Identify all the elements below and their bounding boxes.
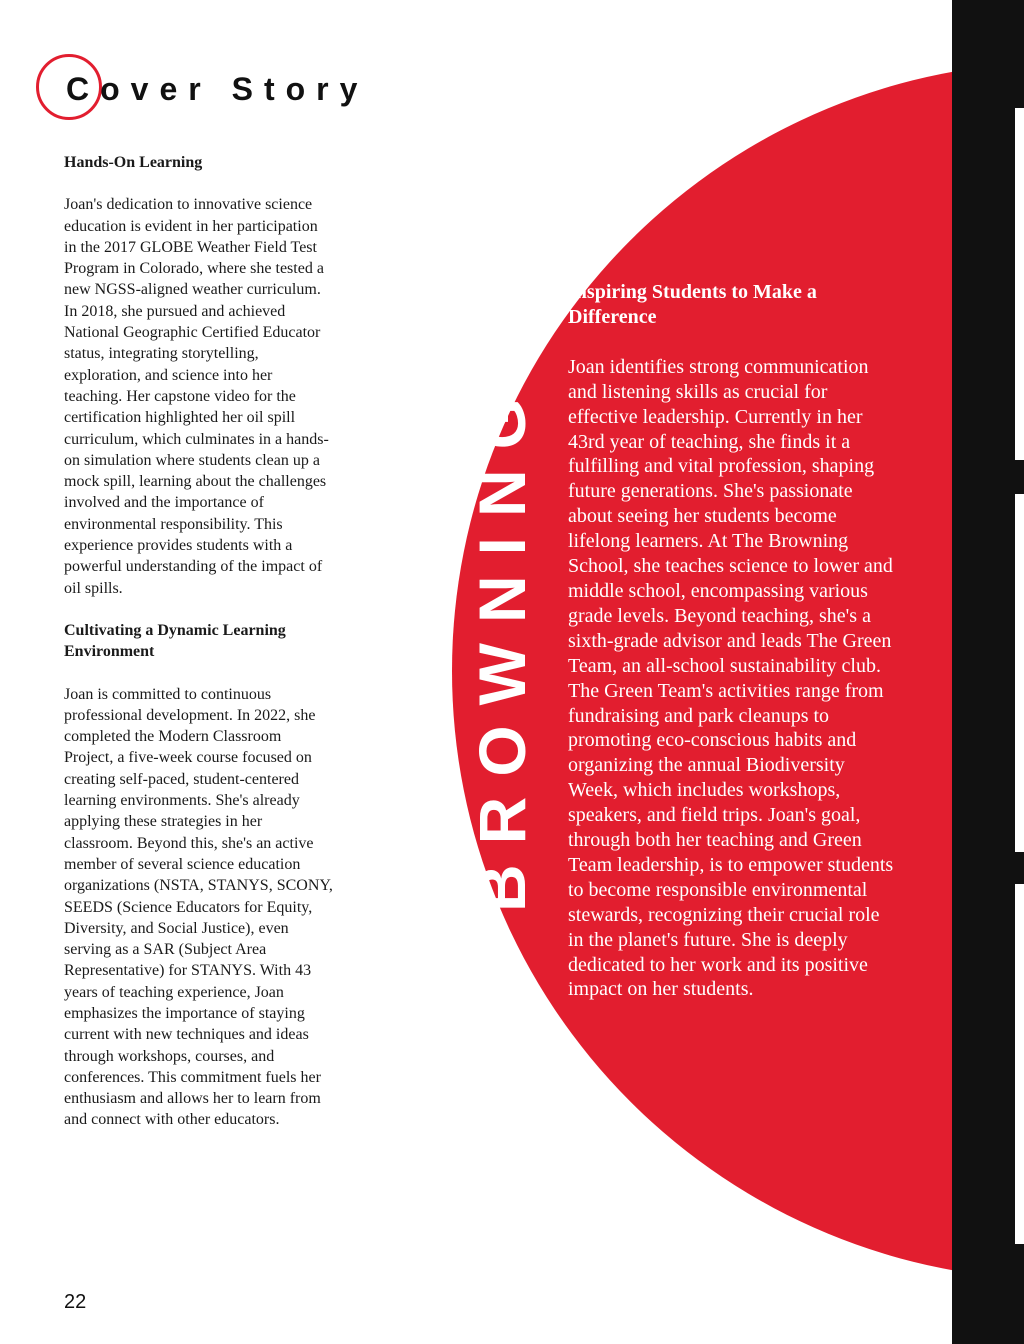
black-side-bar [952, 0, 1024, 1344]
right-column [568, 280, 898, 1002]
left-column [64, 152, 334, 1152]
section-heading: Inspiring Students to Make a Difference [568, 281, 817, 328]
edge-tab [1015, 494, 1024, 852]
section-label: Cover Story [66, 71, 369, 107]
body-paragraph: Joan is committed to continuous professional development. In 2022, she completed the Modern Classroom Project, a five-week course focused on creating self-paced, student-centered learning environments. She's already applying these strategies in her classroom. Beyond this, she's an active member of several science education organizations (NSTA, STANYS, SCONY, SEEDS (Science Educators for Equity, Diversity, and Social Justice), even serving as a SAR (Subject Area Representative) for STANYS. With 43 years of teaching experience, Joan emphasizes the importance of staying current with new techniques and ideas through workshops, courses, and conferences. This commitment fuels her enthusiasm and allows her to learn from and connect with other educators. [64, 685, 333, 1129]
section-heading: Hands-On Learning [64, 154, 203, 171]
body-paragraph: Joan's dedication to innovative science education is evident in her participation in the 2017 GLOBE Weather Field Test Program in Colorado, where she tested a new NGSS-aligned weather curriculum. In 2018, she pursued and achieved National Geographic Certified Educator status, integrating storytelling, exploration, and science into her teaching. Her capstone video for the certification highlighted her oil spill curriculum, which culminates in a hands-on simulation where students clean up a mock spill, learning about the challenges involved and the importance of environmental responsibility. This experience provides students with a powerful understanding of the impact of oil spills. [64, 196, 329, 597]
vertical-title: BROWNING [465, 378, 539, 912]
page-number: 22 [64, 1291, 87, 1313]
body-paragraph: Joan identifies strong communication and listening skills as crucial for effective leadership. Currently in her 43rd year of teaching, she finds it a fulfilling and vital profession, shaping future generations. She's passionate about seeing her students become lifelong learners. At The Browning School, she teaches science to lower and middle school, encompassing various grade levels. Beyond teaching, she's a sixth-grade advisor and leads The Green Team, an all-school sustainability club. The Green Team's activities range from fundraising and park cleanups to promoting eco-conscious habits and organizing the annual Biodiversity Week, which includes workshops, speakers, and field trips. Joan's goal, through both her teaching and Green Team leadership, is to empower students to become responsible environmental stewards, recognizing their crucial role in the planet's future. She is deeply dedicated to her work and its positive impact on her students. [568, 355, 894, 1001]
section-heading: Cultivating a Dynamic Learning Environment [64, 621, 286, 661]
edge-tab [1015, 884, 1024, 1244]
edge-tab [1015, 108, 1024, 460]
